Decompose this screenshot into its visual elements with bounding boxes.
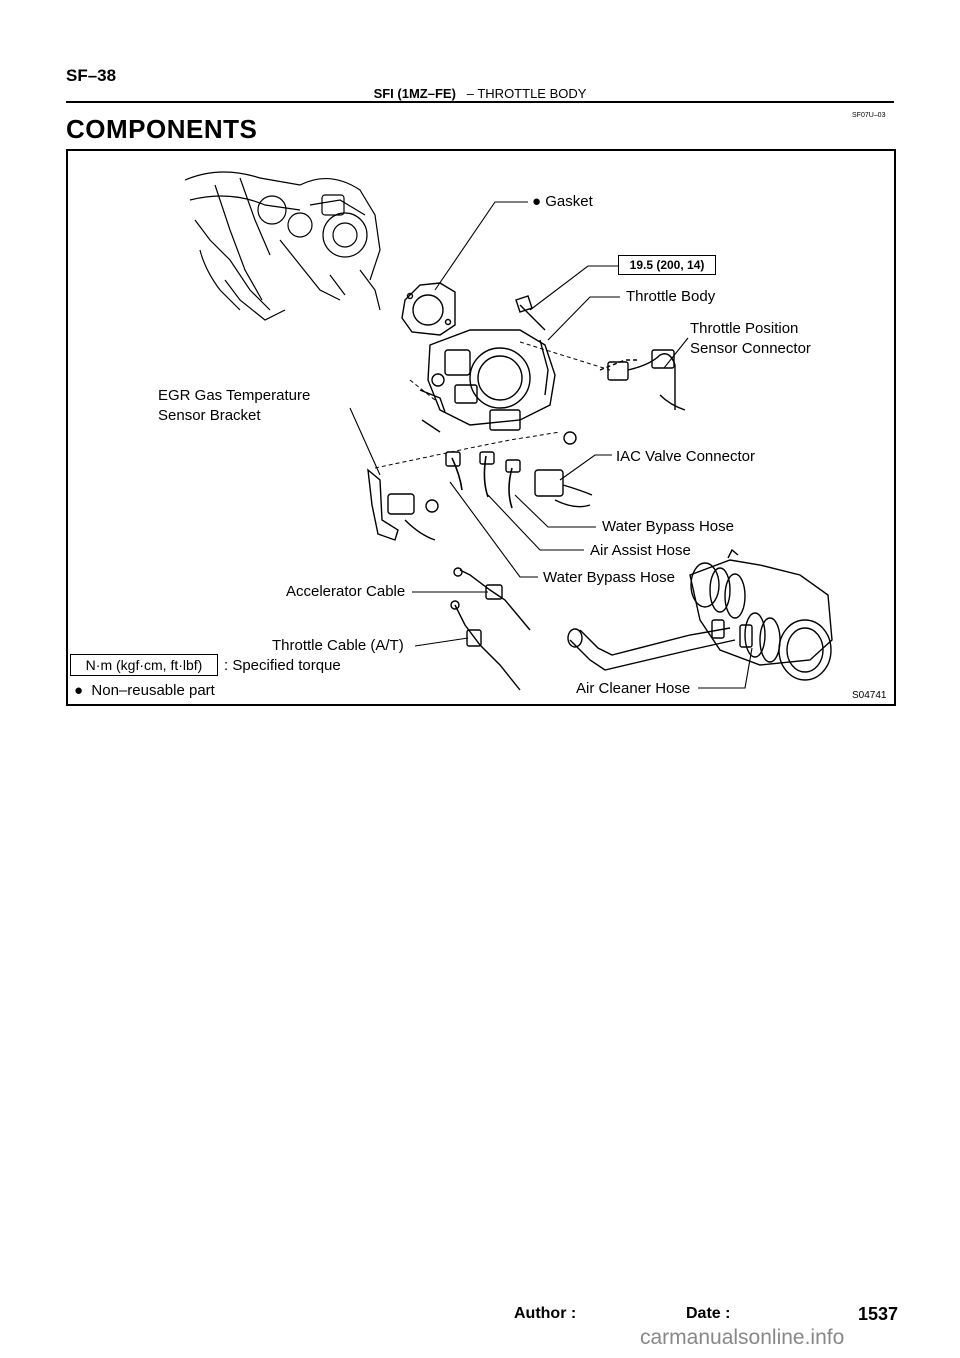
gasket-label-text: Gasket bbox=[545, 193, 593, 210]
water-bypass-hose-label-1: Water Bypass Hose bbox=[602, 518, 734, 535]
nut-drawing bbox=[564, 432, 576, 444]
accelerator-cable-drawing bbox=[454, 568, 530, 630]
iac-connector-label: IAC Valve Connector bbox=[616, 448, 755, 465]
air-assist-hose-label: Air Assist Hose bbox=[590, 542, 691, 559]
throttle-body-label: Throttle Body bbox=[626, 288, 716, 305]
iac-connector-drawing bbox=[535, 470, 592, 507]
torque-bolt-drawing bbox=[516, 296, 545, 330]
throttle-cable-label: Throttle Cable (A/T) bbox=[272, 637, 404, 654]
tps-connector-drawing bbox=[600, 350, 685, 410]
header-title bbox=[0, 86, 960, 101]
non-reusable-legend-icon: ● bbox=[74, 682, 84, 699]
components-illustration bbox=[66, 149, 892, 702]
non-reusable-legend bbox=[74, 682, 215, 699]
hoses-drawing bbox=[446, 452, 520, 508]
non-reusable-legend-text: Non–reusable part bbox=[91, 682, 215, 699]
page-code: SF–38 bbox=[66, 66, 117, 85]
torque-unit-legend-box: N·m (kgf·cm, ft·lbf) bbox=[70, 654, 218, 676]
water-bypass-hose-label-2: Water Bypass Hose bbox=[543, 569, 675, 586]
gasket-drawing bbox=[402, 283, 455, 335]
tps-connector-label-line2: Sensor Connector bbox=[690, 340, 811, 357]
non-reusable-marker-icon: ● bbox=[532, 193, 542, 210]
throttle-body-drawing bbox=[420, 330, 555, 430]
throttle-cable-drawing bbox=[451, 601, 520, 690]
torque-spec-box: 19.5 (200, 14) bbox=[618, 255, 716, 275]
document-id: SF07U–03 bbox=[852, 112, 886, 119]
figure-id: S04741 bbox=[852, 690, 887, 701]
torque-unit-legend-desc: : Specified torque bbox=[224, 657, 341, 674]
intake-manifold-drawing bbox=[185, 172, 380, 320]
accelerator-cable-label: Accelerator Cable bbox=[286, 583, 406, 600]
section-title: COMPONENTS bbox=[66, 114, 258, 144]
egr-bracket-label-line1: EGR Gas Temperature bbox=[158, 387, 311, 404]
page-number: 1537 bbox=[858, 1304, 899, 1324]
footer-author: Author : bbox=[514, 1305, 577, 1322]
bolt-drawing bbox=[422, 420, 440, 432]
tps-connector-label-line1: Throttle Position bbox=[690, 320, 799, 337]
footer-date: Date : bbox=[686, 1305, 731, 1322]
gasket-label bbox=[532, 193, 593, 210]
header-title-model: SFI (1MZ–FE) bbox=[373, 86, 456, 101]
watermark: carmanualsonline.info bbox=[640, 1326, 845, 1349]
header-divider bbox=[66, 101, 894, 103]
air-cleaner-hose-label: Air Cleaner Hose bbox=[576, 680, 691, 697]
egr-bracket-drawing bbox=[368, 470, 438, 540]
header-title-section: – THROTTLE BODY bbox=[466, 86, 587, 101]
egr-bracket-label-line2: Sensor Bracket bbox=[158, 407, 261, 424]
